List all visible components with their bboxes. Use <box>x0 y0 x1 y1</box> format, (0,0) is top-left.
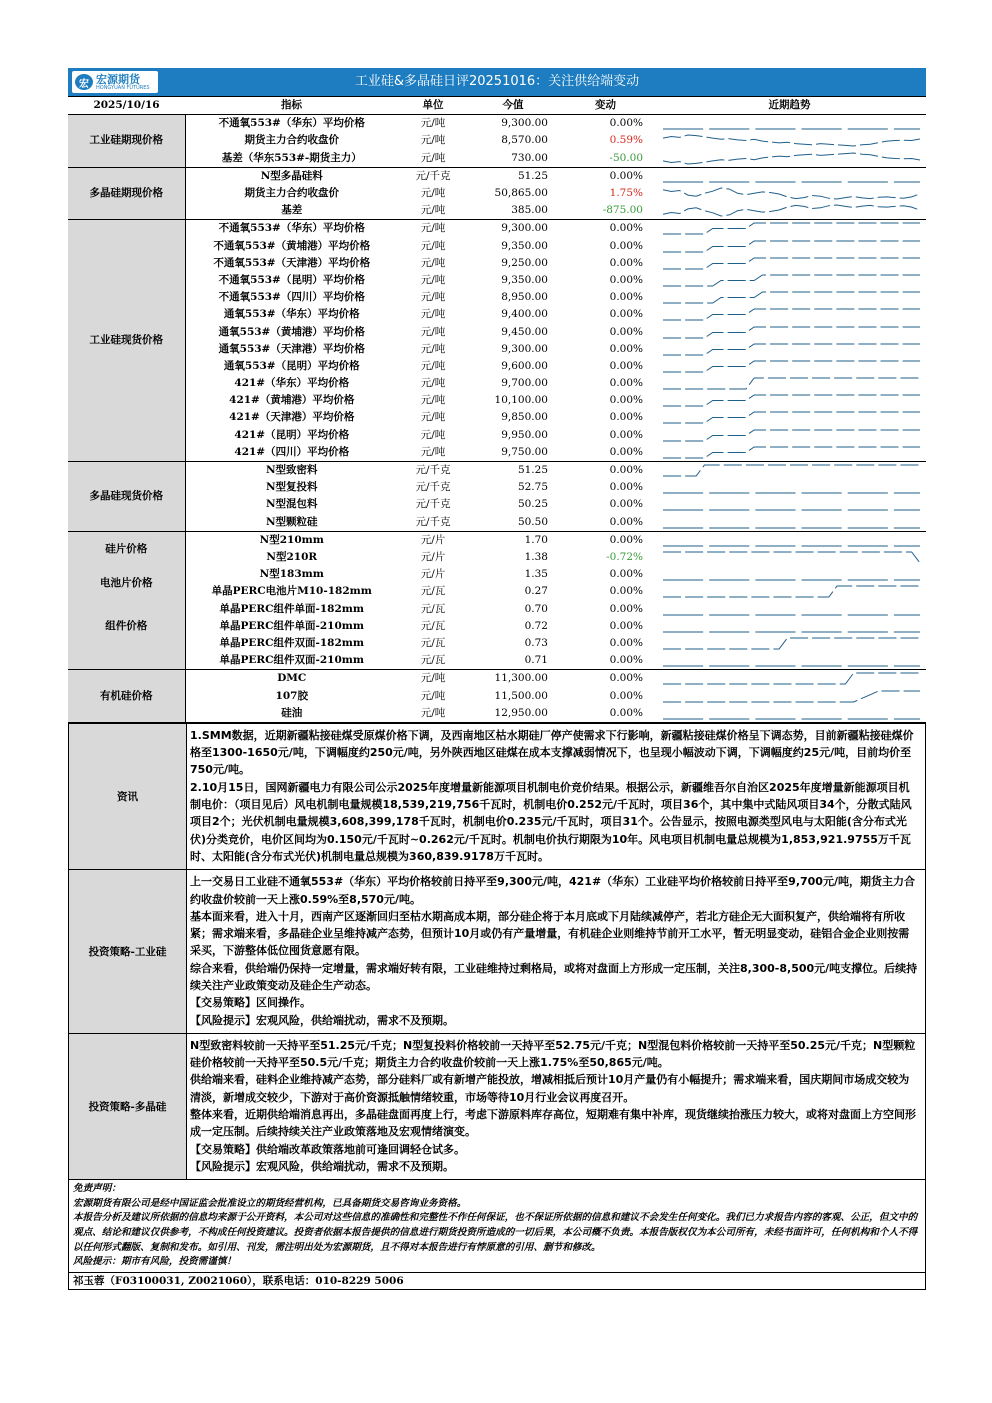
cell-change: 0.00% <box>609 256 643 269</box>
cell-unit: 元/吨 <box>420 239 446 252</box>
cell-indicator: 期货主力合约收盘价 <box>244 187 339 200</box>
trend-sparkline <box>653 705 926 723</box>
cell-change: 0.00% <box>609 689 643 702</box>
cell-value: 9,700.00 <box>501 377 548 390</box>
trend-sparkline <box>653 341 926 358</box>
trend-sparkline <box>653 600 926 617</box>
info-text <box>187 724 925 869</box>
table-row <box>68 202 926 220</box>
sparkline-path <box>663 135 920 146</box>
strategy-paragraph: 【交易策略】区间操作。 <box>190 996 311 1010</box>
cell-change: 0.00% <box>609 464 643 477</box>
cell-value: 10,100.00 <box>494 394 548 407</box>
sparkline-path <box>663 292 920 303</box>
cell-change: 0.00% <box>609 359 643 372</box>
disclaimer <box>68 1180 926 1272</box>
table-row <box>68 115 926 133</box>
cell-change: 0.00% <box>609 428 643 441</box>
group-sublabel: 电池片价格 <box>100 576 153 589</box>
trend-sparkline <box>653 202 926 220</box>
cell-unit: 元/瓦 <box>398 652 468 670</box>
table-row <box>68 167 926 185</box>
report-header <box>68 68 926 96</box>
strategy-poly-text <box>187 1034 925 1179</box>
cell-unit: 元/吨 <box>420 134 446 147</box>
cell-unit: 元/瓦 <box>420 585 446 598</box>
sparkline-path <box>663 241 920 252</box>
table-row <box>68 652 926 670</box>
sparkline-path <box>663 275 920 286</box>
trend-sparkline <box>653 289 926 306</box>
strategy-paragraph: 整体来看，近期供给端消息再出，多晶硅盘面再度上行，考虑下游原料库存高位，短期难有集中补库，现货继续抬涨压力较大，或将对盘面上方空间形成一定压制。后续持续关注产业政策落地及宏观情绪演变。 <box>190 1108 916 1139</box>
group-label: 工业硅期现价格 <box>68 115 185 168</box>
sparkline-path <box>663 638 920 649</box>
cell-indicator: 421#（四川）平均价格 <box>185 444 398 462</box>
table-row <box>68 670 926 688</box>
cell-value: 51.25 <box>517 464 548 477</box>
price-table <box>68 96 926 723</box>
cell-unit: 元/吨 <box>420 672 446 685</box>
trend-sparkline <box>653 635 926 652</box>
report-title: 工业硅&多晶硅日评20251016：关注供给端变动 <box>354 74 640 89</box>
cell-indicator: N型183mm <box>259 568 324 581</box>
cell-unit: 元/吨 <box>420 222 446 235</box>
trend-sparkline <box>653 496 926 513</box>
cell-value: 9,400.00 <box>501 308 548 321</box>
col-unit: 单位 <box>398 97 468 115</box>
cell-value: 0.27 <box>524 585 548 598</box>
cell-unit: 元/吨 <box>420 428 446 441</box>
sparkline-path <box>663 430 920 441</box>
cell-value: 9,750.00 <box>468 444 558 462</box>
trend-sparkline <box>653 427 926 444</box>
cell-indicator: 单晶PERC组件单面-182mm <box>219 602 364 615</box>
group-label: 有机硅价格 <box>68 670 185 723</box>
sparkline-path <box>663 344 920 355</box>
sparkline-path <box>663 205 920 216</box>
table-row <box>68 392 926 409</box>
cell-change: 0.00% <box>609 585 643 598</box>
table-row <box>68 272 926 289</box>
cell-value: 1.38 <box>524 550 548 563</box>
table-row <box>68 220 926 238</box>
cell-change: 0.00% <box>558 444 653 462</box>
trend-sparkline <box>653 514 926 532</box>
cell-value: 8,950.00 <box>501 291 548 304</box>
strategy-paragraph: 基本面来看，进入十月，西南产区逐渐回归至枯水期高成本期，部分硅企将于本月底或下月陆续减停产，若北方硅企无大面积复产，供给端将有所收紧；需求端来看，多晶硅企业呈维持减产态势，但预计10月或仍有产量增量，有机硅企业则维持节前开工水平，暂无明显变动，硅铝合金企业则按需采买，下游整体低位囤货意愿有限。 <box>190 909 910 958</box>
cell-unit: 元/吨 <box>420 394 446 407</box>
contact-info: 祁玉蓉（F03100031, Z0021060），联系电话：010-8229 5006 <box>68 1272 926 1290</box>
trend-sparkline <box>653 583 926 600</box>
info-paragraph: 2.10月15日，国网新疆电力有限公司公示2025年度增量新能源项目机制电价竞价结果。根据公示，新疆维吾尔自治区2025年度增量新能源项目机制电价：（项目见后）风电机制电量规模18,539,219,756千瓦时，机制电价0.252元/千瓦时，项目36个，其中集中式陆风项目34个，分散式陆风项目2个；光伏机制电量规模3,608,399,178千瓦时，机制电价0.235元/千瓦时，项目31个。公告显示，按照电源类型风电与太阳能(含分布式光伏)分类竞价，电价区间均为0.150元/千瓦时~0.262元/千瓦时。机制电价执行期限为10年。风电项目机制电量总规模为1,853,921.9755万千瓦时、太阳能(含分布式光伏)机制电量总规模为360,839.9178万千瓦时。 <box>190 780 912 863</box>
trend-sparkline <box>653 549 926 566</box>
cell-indicator: 通氧553#（天津港）平均价格 <box>218 342 365 355</box>
strategy-poly-section <box>68 1034 926 1180</box>
cell-indicator: 107胶 <box>275 689 308 702</box>
table-row <box>68 705 926 723</box>
cell-indicator: N型混包料 <box>265 498 318 511</box>
cell-value: 11,500.00 <box>494 689 548 702</box>
table-row <box>68 341 926 358</box>
cell-value: 9,300.00 <box>501 117 548 130</box>
cell-unit: 元/千克 <box>415 169 451 182</box>
cell-change: 0.00% <box>609 411 643 424</box>
cell-unit: 元/吨 <box>420 411 446 424</box>
table-row <box>68 566 926 583</box>
cell-unit: 元/吨 <box>420 359 446 372</box>
disclaimer-line: 本报告分析及建议所依据的信息均来源于公开资料，本公司对这些信息的准确性和完整性不作任何保证，也不保证所依据的信息和建议不会发生任何变化。我们已力求报告内容的客观、公正，但文中的观点、结论和建议仅供参考，不构成任何投资建议。投资者依据本报告提供的信息进行期货投资所造成的一切后果，本公司概不负责。本报告版权仅为本公司所有，未经书面许可，任何机构和个人不得以任何形式翻版、复制和发布。如引用、刊发，需注明出处为宏源期货，且不得对本报告进行有悖原意的引用、删节和修改。 <box>73 1212 918 1253</box>
cell-unit: 元/瓦 <box>420 636 446 649</box>
trend-sparkline <box>653 652 926 670</box>
trend-sparkline <box>653 375 926 392</box>
trend-sparkline <box>653 358 926 375</box>
cell-indicator: 不通氧553#（黄埔港）平均价格 <box>213 239 371 252</box>
trend-sparkline <box>653 444 926 462</box>
cell-indicator: 不通氧553#（天津港）平均价格 <box>213 256 371 269</box>
strategy-si-text <box>187 870 925 1033</box>
sparkline-path <box>663 586 920 597</box>
cell-indicator: 421#（昆明）平均价格 <box>234 428 350 441</box>
cell-change: -0.72% <box>606 550 643 563</box>
cell-value: 9,250.00 <box>501 256 548 269</box>
cell-change: 0.00% <box>609 308 643 321</box>
cell-unit: 元/吨 <box>420 689 446 702</box>
strategy-paragraph: 【风险提示】宏观风险，供给端扰动，需求不及预期。 <box>190 1159 454 1173</box>
group-sublabel: 组件价格 <box>105 619 148 632</box>
cell-value: 12,950.00 <box>468 705 558 723</box>
cell-change: 0.00% <box>609 291 643 304</box>
cell-unit: 元/吨 <box>420 187 446 200</box>
table-row <box>68 583 926 600</box>
cell-change: -875.00 <box>558 202 653 220</box>
cell-indicator: 期货主力合约收盘价 <box>244 134 339 147</box>
cell-change: 0.00% <box>609 636 643 649</box>
cell-value: 9,450.00 <box>501 325 548 338</box>
cell-change: 0.00% <box>609 117 643 130</box>
cell-value: 385.00 <box>468 202 558 220</box>
table-row <box>68 635 926 652</box>
cell-change: 0.00% <box>609 394 643 407</box>
cell-unit: 元/吨 <box>420 291 446 304</box>
table-row <box>68 444 926 462</box>
table-row <box>68 323 926 340</box>
cell-indicator: 通氧553#（华东）平均价格 <box>223 308 360 321</box>
cell-change: 0.00% <box>609 377 643 390</box>
cell-indicator: N型致密料 <box>265 464 318 477</box>
cell-value: 9,350.00 <box>501 273 548 286</box>
table-row <box>68 375 926 392</box>
cell-unit: 元/吨 <box>398 202 468 220</box>
disclaimer-line: 风险提示：期市有风险，投资需谨慎！ <box>73 1256 237 1268</box>
cell-unit: 元/吨 <box>420 308 446 321</box>
col-indicator: 指标 <box>185 97 398 115</box>
trend-sparkline <box>653 461 926 479</box>
strategy-poly-label: 投资策略-多晶硅 <box>69 1034 187 1179</box>
cell-unit: 元/千克 <box>398 514 468 532</box>
trend-sparkline <box>653 479 926 496</box>
col-change: 变动 <box>558 97 653 115</box>
logo-text: 宏源期货 <box>96 72 140 86</box>
table-row <box>68 461 926 479</box>
trend-sparkline <box>653 272 926 289</box>
sparkline-path <box>663 361 920 372</box>
trend-sparkline <box>653 167 926 185</box>
cell-change: 1.75% <box>609 187 643 200</box>
table-row <box>68 306 926 323</box>
table-row <box>68 150 926 168</box>
cell-value: 50.25 <box>517 498 548 511</box>
trend-sparkline <box>653 255 926 272</box>
table-row <box>68 289 926 306</box>
trend-sparkline <box>653 238 926 255</box>
table-row <box>68 427 926 444</box>
table-row <box>68 549 926 566</box>
group-label <box>68 531 185 670</box>
trend-sparkline <box>653 150 926 168</box>
cell-indicator: 基差（华东553#-期货主力） <box>185 150 398 168</box>
cell-unit: 元/片 <box>420 550 446 563</box>
cell-value: 0.73 <box>524 636 548 649</box>
cell-change: 0.00% <box>609 273 643 286</box>
table-row <box>68 358 926 375</box>
cell-indicator: 不通氧553#（华东）平均价格 <box>218 117 365 130</box>
cell-value: 9,950.00 <box>501 428 548 441</box>
cell-indicator: 421#（黄埔港）平均价格 <box>229 394 355 407</box>
strategy-paragraph: 综合来看，供给端仍保持一定增量，需求端好转有限，工业硅维持过剩格局，或将对盘面上方形成一定压制，关注8,300-8,500元/吨支撑位。后续持续关注产业政策变动及硅企生产动态。 <box>190 961 918 992</box>
cell-indicator: 421#（华东）平均价格 <box>234 377 350 390</box>
cell-unit: 元/吨 <box>420 342 446 355</box>
info-section <box>68 723 926 870</box>
cell-indicator: 通氧553#（黄埔港）平均价格 <box>218 325 365 338</box>
sparkline-path <box>663 327 920 338</box>
trend-sparkline <box>653 220 926 238</box>
sparkline-path <box>663 465 920 476</box>
sparkline-path <box>663 258 920 269</box>
trend-sparkline <box>653 132 926 149</box>
table-row <box>68 238 926 255</box>
trend-sparkline <box>653 115 926 133</box>
cell-indicator: 单晶PERC组件单面-210mm <box>219 619 364 632</box>
sparkline-path <box>663 447 920 458</box>
sparkline-path <box>663 309 920 320</box>
cell-unit: 元/片 <box>420 568 446 581</box>
strategy-si-section <box>68 870 926 1034</box>
cell-value: 9,300.00 <box>501 222 548 235</box>
cell-unit: 元/吨 <box>420 325 446 338</box>
sparkline-path <box>663 673 920 684</box>
cell-value: 51.25 <box>517 169 548 182</box>
table-row <box>68 687 926 704</box>
cell-value: 50,865.00 <box>494 187 548 200</box>
table-row <box>68 531 926 549</box>
table-header-row <box>68 97 926 115</box>
strategy-paragraph: 供给端来看，硅料企业维持减产态势，部分硅料厂或有新增产能投放，增减相抵后预计10月产量仍有小幅提升；需求端来看，国庆期间市场成交较为清淡，新增成交较少，下游对于高价资源抵触情绪较重，市场等待10月行业会议再度召开。 <box>190 1073 910 1104</box>
cell-indicator: 421#（天津港）平均价格 <box>229 411 355 424</box>
sparkline-path <box>663 378 920 389</box>
cell-change: -50.00 <box>558 150 653 168</box>
table-row <box>68 409 926 426</box>
cell-unit: 元/吨 <box>420 256 446 269</box>
cell-value: 11,300.00 <box>494 672 548 685</box>
cell-unit: 元/瓦 <box>420 619 446 632</box>
cell-change: 0.00% <box>609 498 643 511</box>
group-label: 多晶硅现货价格 <box>68 461 185 531</box>
sparkline-path <box>663 153 920 164</box>
trend-sparkline <box>653 618 926 635</box>
table-row <box>68 185 926 202</box>
sparkline-path <box>663 691 920 702</box>
cell-change: 0.00% <box>609 481 643 494</box>
trend-sparkline <box>653 409 926 426</box>
table-row <box>68 514 926 532</box>
cell-value: 1.35 <box>524 568 548 581</box>
cell-indicator: DMC <box>277 672 307 685</box>
cell-unit: 元/千克 <box>415 481 451 494</box>
cell-unit: 元/吨 <box>420 117 446 130</box>
cell-indicator: 不通氧553#（昆明）平均价格 <box>218 273 365 286</box>
cell-unit: 元/片 <box>420 533 446 546</box>
info-paragraph: 1.SMM数据，近期新疆粘接硅煤受原煤价格下调，及西南地区枯水期硅厂停产使需求下行影响，新疆粘接硅煤价格呈下调态势，目前新疆粘接硅煤价格至1300-1650元/吨，下调幅度约250元/吨，另外陕西地区硅煤在成本支撑减弱情况下，也呈现小幅波动下调，下调幅度约25元/吨，目前均价至750元/吨。 <box>190 728 914 777</box>
cell-indicator: N型多晶硅料 <box>260 169 323 182</box>
cell-value: 9,350.00 <box>501 239 548 252</box>
cell-indicator: 单晶PERC组件双面-182mm <box>219 636 364 649</box>
cell-unit: 元/千克 <box>415 498 451 511</box>
cell-unit: 元/瓦 <box>420 602 446 615</box>
table-row <box>68 496 926 513</box>
report-date: 2025/10/16 <box>68 97 185 115</box>
cell-value: 0.70 <box>524 602 548 615</box>
trend-sparkline <box>653 566 926 583</box>
cell-indicator: N型复投料 <box>265 481 318 494</box>
cell-change: 0.00% <box>609 602 643 615</box>
cell-unit: 元/吨 <box>398 444 468 462</box>
strategy-paragraph: 【交易策略】供给端改革政策落地前可逢回调轻仓试多。 <box>190 1142 465 1156</box>
sparkline-path <box>663 412 920 423</box>
sparkline-path <box>663 395 920 406</box>
table-row <box>68 132 926 149</box>
disclaimer-title: 免责声明： <box>73 1183 121 1195</box>
cell-change: 0.00% <box>609 222 643 235</box>
cell-indicator: 单晶PERC组件双面-210mm <box>185 652 398 670</box>
cell-unit: 元/吨 <box>398 705 468 723</box>
trend-sparkline <box>653 392 926 409</box>
cell-value: 9,600.00 <box>501 359 548 372</box>
cell-value: 9,300.00 <box>501 342 548 355</box>
logo-icon: 宏 <box>75 74 93 90</box>
cell-indicator: 硅油 <box>185 705 398 723</box>
info-label: 资讯 <box>69 724 187 869</box>
cell-change: 0.00% <box>558 514 653 532</box>
cell-indicator: N型颗粒硅 <box>185 514 398 532</box>
trend-sparkline <box>653 323 926 340</box>
cell-change: 0.00% <box>609 169 643 182</box>
cell-indicator: N型210R <box>266 550 318 563</box>
group-label: 工业硅现货价格 <box>68 220 185 462</box>
cell-unit: 元/吨 <box>420 273 446 286</box>
cell-unit: 元/吨 <box>398 150 468 168</box>
cell-value: 9,850.00 <box>501 411 548 424</box>
cell-change: 0.00% <box>609 619 643 632</box>
cell-change: 0.00% <box>609 325 643 338</box>
cell-indicator: 基差 <box>185 202 398 220</box>
cell-indicator: 不通氧553#（四川）平均价格 <box>218 291 365 304</box>
cell-change: 0.59% <box>609 134 643 147</box>
table-row <box>68 600 926 617</box>
cell-value: 1.70 <box>524 533 548 546</box>
group-sublabel: 硅片价格 <box>105 542 148 555</box>
cell-value: 0.71 <box>468 652 558 670</box>
trend-sparkline <box>653 531 926 549</box>
strategy-paragraph: N型致密料较前一天持平至51.25元/千克；N型复投料价格较前一天持平至52.75元/千克；N型混包料价格较前一天持平至50.25元/千克；N型颗粒硅价格较前一天持平至50.5元/千克；期货主力合约收盘价较前一天上涨1.75%至50,865元/吨。 <box>190 1038 916 1070</box>
table-row <box>68 618 926 635</box>
cell-change: 0.00% <box>558 652 653 670</box>
cell-indicator: 不通氧553#（华东）平均价格 <box>218 222 365 235</box>
cell-indicator: 单晶PERC电池片M10-182mm <box>211 585 372 598</box>
cell-change: 0.00% <box>609 342 643 355</box>
strategy-paragraph: 【风险提示】宏观风险，供给端扰动，需求不及预期。 <box>190 1013 454 1027</box>
trend-sparkline <box>653 670 926 688</box>
cell-change: 0.00% <box>609 239 643 252</box>
sparkline-path <box>663 188 920 199</box>
col-trend: 近期趋势 <box>653 97 926 115</box>
trend-sparkline <box>653 306 926 323</box>
cell-value: 730.00 <box>468 150 558 168</box>
trend-sparkline <box>653 185 926 202</box>
cell-indicator: 通氧553#（昆明）平均价格 <box>223 359 360 372</box>
cell-unit: 元/吨 <box>420 377 446 390</box>
strategy-si-label: 投资策略-工业硅 <box>69 870 187 1033</box>
cell-unit: 元/千克 <box>415 464 451 477</box>
group-label: 多晶硅期现价格 <box>68 167 185 220</box>
cell-change: 0.00% <box>609 568 643 581</box>
sparkline-path <box>663 223 920 234</box>
cell-value: 50.50 <box>468 514 558 532</box>
cell-value: 52.75 <box>517 481 548 494</box>
col-value: 今值 <box>468 97 558 115</box>
logo-subtext: HONGYUAN FUTURES <box>96 84 150 91</box>
sparkline-path <box>663 552 920 563</box>
cell-indicator: N型210mm <box>259 533 324 546</box>
cell-value: 8,570.00 <box>501 134 548 147</box>
cell-change: 0.00% <box>609 533 643 546</box>
table-row <box>68 255 926 272</box>
cell-change: 0.00% <box>558 705 653 723</box>
strategy-paragraph: 上一交易日工业硅不通氧553#（华东）平均价格较前日持平至9,300元/吨，421#（华东）工业硅平均价格较前日持平至9,700元/吨，期货主力合约收盘价较前一天上涨0.59%至8,570元/吨。 <box>190 875 915 906</box>
cell-value: 0.72 <box>524 619 548 632</box>
trend-sparkline <box>653 687 926 704</box>
report-page <box>68 68 926 1290</box>
cell-change: 0.00% <box>609 672 643 685</box>
disclaimer-line: 宏源期货有限公司是经中国证监会批准设立的期货经营机构，已具备期货交易咨询业务资格。 <box>73 1197 467 1209</box>
table-row <box>68 479 926 496</box>
